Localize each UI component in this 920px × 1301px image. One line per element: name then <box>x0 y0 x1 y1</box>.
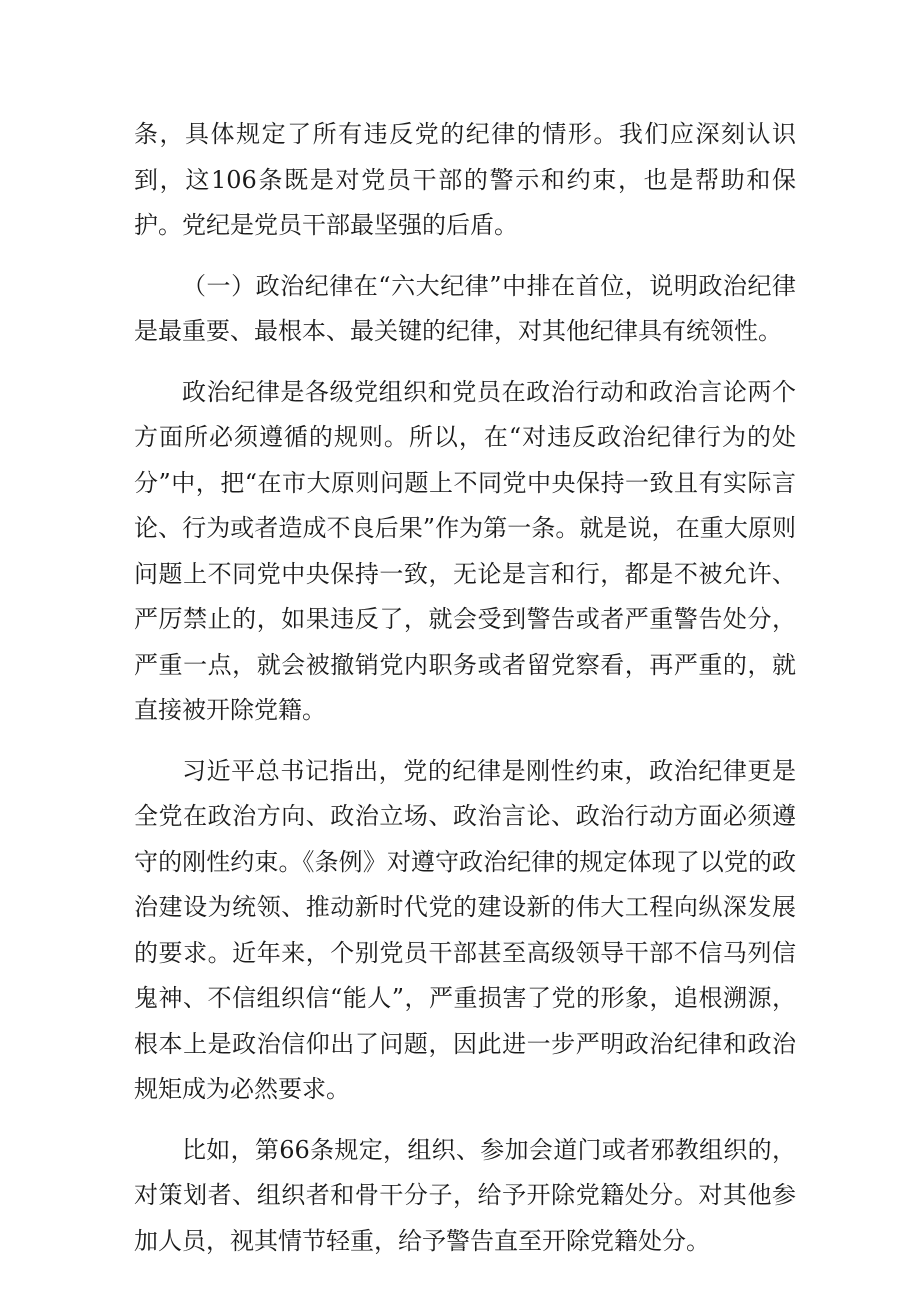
document-body <box>134 112 796 1279</box>
paragraph-5: 比如，第66条规定，组织、参加会道门或者邪教组织的，对策划者、组织者和骨干分子，给予开除党籍处分。对其他参加人员，视其情节轻重，给予警告直至开除党籍处分。 <box>134 1135 796 1255</box>
paragraph-2: （一）政治纪律在“六大纪律”中排在首位，说明政治纪律是最重要、最根本、最关键的纪律，对其他纪律具有统领性。 <box>134 271 796 345</box>
paragraph-3: 政治纪律是各级党组织和党员在政治行动和政治言论两个方面所必须遵循的规则。所以，在“对违反政治纪律行为的处分”中，把“在市大原则问题上不同党中央保持一致且有实际言论、行为或者造成不良后果”作为第一条。就是说，在重大原则问题上不同党中央保持一致，无论是言和行，都是不被允许、严厉禁止的，如果违反了，就会受到警告或者严重警告处分，严重一点，就会被撤销党内职务或者留党察看，再严重的，就直接被开除党籍。 <box>134 377 796 724</box>
paragraph-4: 习近平总书记指出，党的纪律是刚性约束，政治纪律更是全党在政治方向、政治立场、政治言论、政治行动方面必须遵守的刚性约束。《条例》对遵守政治纪律的规定体现了以党的政治建设为统领、推动新时代党的建设新的伟大工程向纵深发展的要求。近年来，个别党员干部甚至高级领导干部不信马列信鬼神、不信组织信“能人”，严重损害了党的形象，追根溯源，根本上是政治信仰出了问题，因此进一步严明政治纪律和政治规矩成为必然要求。 <box>134 756 796 1103</box>
paragraph-1: 条，具体规定了所有违反党的纪律的情形。我们应深刻认识到，这106条既是对党员干部的警示和约束，也是帮助和保护。党纪是党员干部最坚强的后盾。 <box>134 120 796 239</box>
